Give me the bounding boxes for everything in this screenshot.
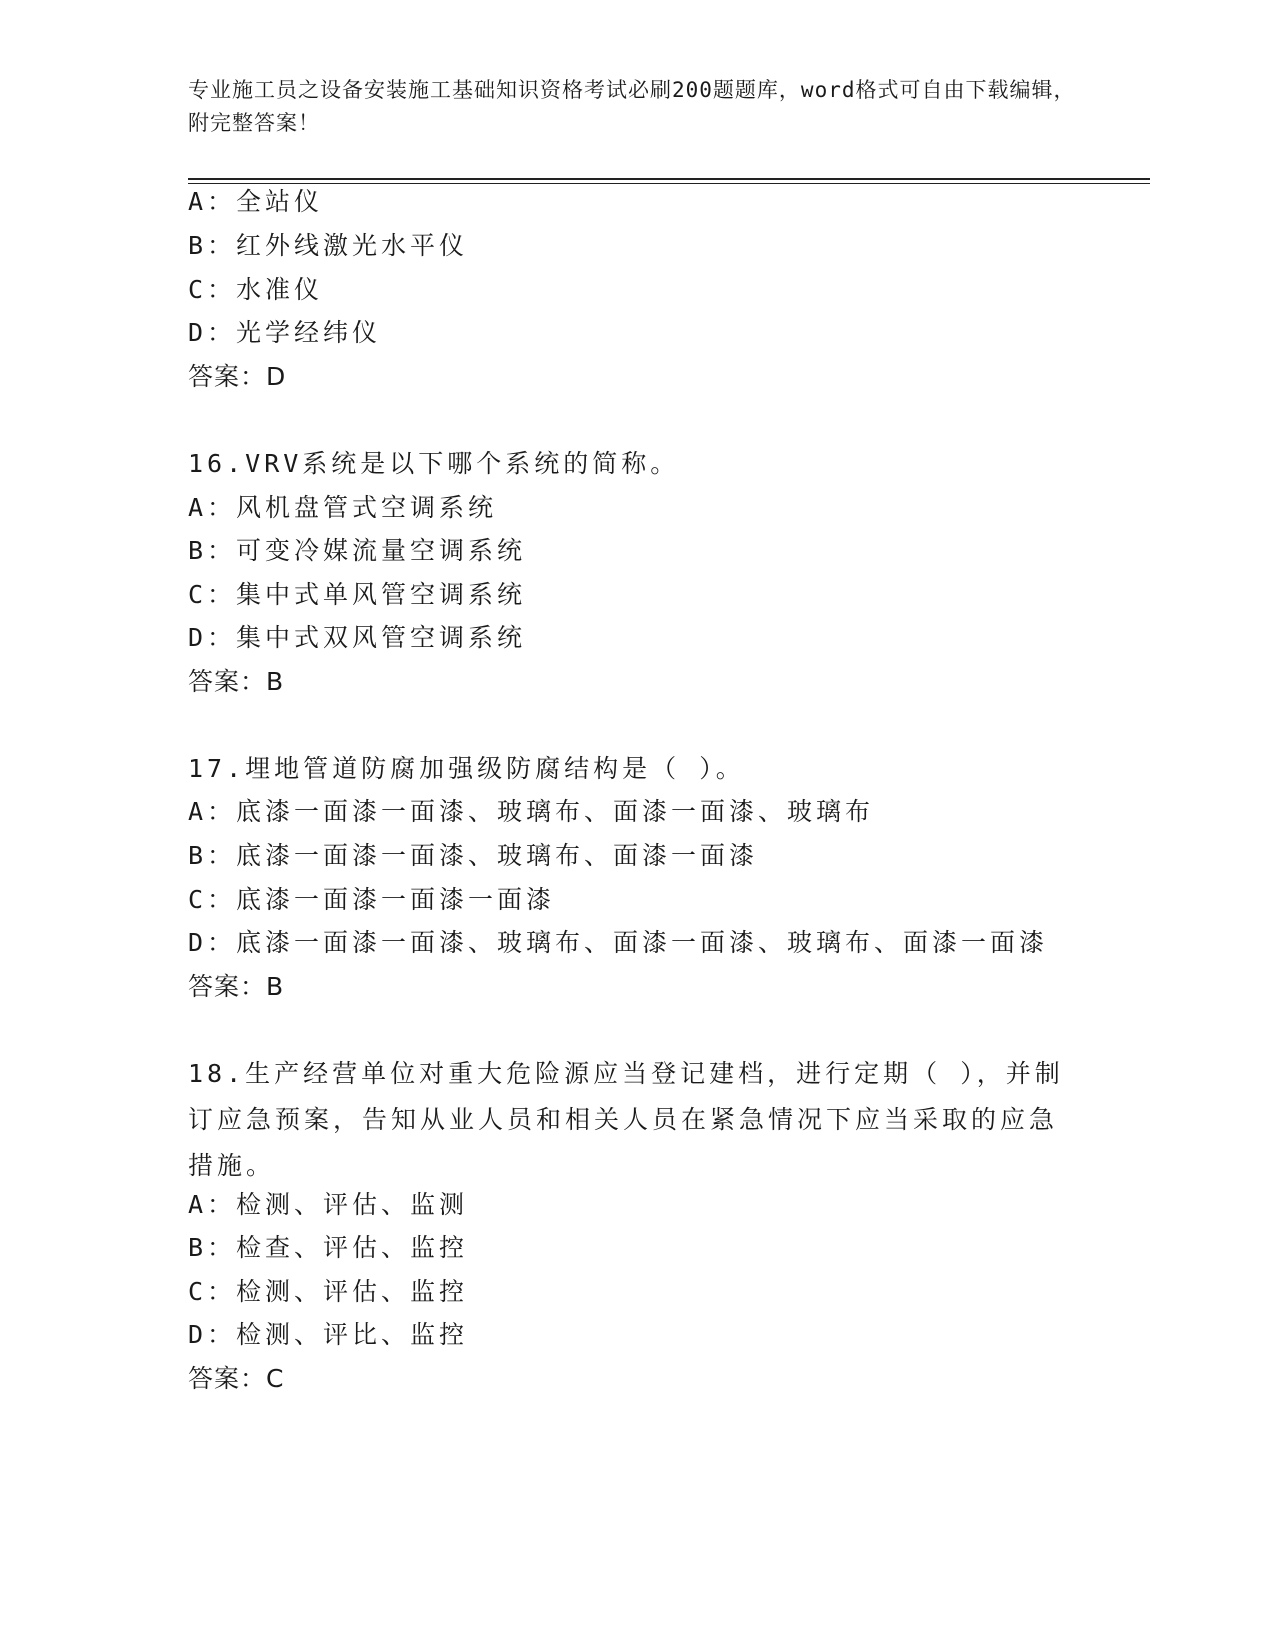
q15-answer: 答案：D: [188, 362, 287, 391]
header-divider-thick: [188, 178, 1150, 180]
q16-answer: 答案：B: [188, 667, 285, 696]
q17-option-b: B：底漆一面漆一面漆、玻璃布、面漆一面漆: [188, 841, 759, 870]
q18-option-d: D：检测、评比、监控: [188, 1320, 469, 1349]
q18-option-b: B：检查、评估、监控: [188, 1233, 469, 1262]
q15-option-d: D：光学经纬仪: [188, 318, 382, 347]
q18-option-a: A：检测、评估、监测: [188, 1190, 469, 1219]
q18-answer: 答案：C: [188, 1364, 285, 1393]
q15-option-c: C：水准仪: [188, 275, 324, 304]
q15-option-b: B：红外线激光水平仪: [188, 231, 469, 260]
q16-option-d: D：集中式双风管空调系统: [188, 623, 527, 652]
header-divider-thin: [188, 183, 1150, 184]
q18-stem: 18.生产经营单位对重大危险源应当登记建档，进行定期（ ），并制订应急预案，告知从业人员和相关人员在紧急情况下应当采取的应急措施。: [188, 1059, 1064, 1180]
q15-option-a: A：全站仪: [188, 187, 324, 216]
document-header: 专业施工员之设备安装施工基础知识资格考试必刷200题题库，word格式可自由下载编辑，附完整答案！: [188, 78, 1076, 135]
q17-answer: 答案：B: [188, 972, 285, 1001]
q16-option-c: C：集中式单风管空调系统: [188, 580, 527, 609]
q16-stem: 16.VRV系统是以下哪个系统的简称。: [188, 449, 680, 478]
q16-option-a: A：风机盘管式空调系统: [188, 493, 498, 522]
q17-option-a: A：底漆一面漆一面漆、玻璃布、面漆一面漆、玻璃布: [188, 797, 875, 826]
q16-option-b: B：可变冷媒流量空调系统: [188, 536, 527, 565]
q17-option-c: C：底漆一面漆一面漆一面漆: [188, 885, 556, 914]
q17-option-d: D：底漆一面漆一面漆、玻璃布、面漆一面漆、玻璃布、面漆一面漆: [188, 928, 1049, 957]
q17-stem: 17.埋地管道防腐加强级防腐结构是（ ）。: [188, 754, 745, 783]
q18-option-c: C：检测、评估、监控: [188, 1277, 469, 1306]
